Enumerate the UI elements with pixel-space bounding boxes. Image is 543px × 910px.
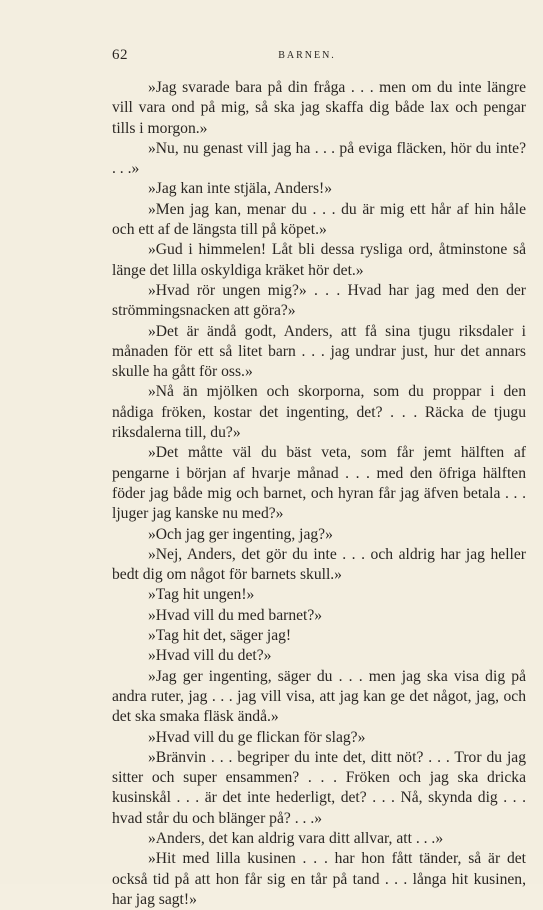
paragraph: »Bränvin . . . begriper du inte det, ditt nöt? . . . Tror du jag sitter och super ensammen? . . . Fröken och jag ska dricka kusinskål . . . är det inte hederligt, det? . . . Nå, skynda dig . . . hvad står du och blänger på? . . .» [112,748,526,827]
paragraph: »Jag kan inte stjäla, Anders!» [148,180,333,198]
page-header [112,47,502,65]
paragraph: »Nu, nu genast vill jag ha . . . på eviga fläcken, hör du inte? . . .» [112,139,526,178]
paragraph: »Men jag kan, menar du . . . du är mig ett hår af hin håle och ett af de längsta till på köpet.» [112,200,526,239]
paragraph: »Tag hit det, säger jag! [148,627,292,645]
paragraph: »Det är ändå godt, Anders, att få sina tjugu riksdaler i månaden för ett så litet barn . . . jag undrar just, hur det annars skulle ha gått för oss.» [112,322,526,381]
paragraph: »Hit med lilla kusinen . . . har hon fått tänder, så är det också tid på att hon får sig en tår på tand . . . långa hit kusinen, har jag sagt!» [112,850,526,908]
page-number: 62 [112,47,128,63]
paragraph: »Hvad rör ungen mig?» . . . Hvad har jag med den der strömmingsnacken att göra?» [112,281,526,320]
paragraph: »Tag hit ungen!» [148,586,255,604]
paragraph: »Gud i himmelen! Låt bli dessa rysliga ord, åtminstone så länge det lilla oskyldiga kräket hör det.» [112,241,526,279]
paragraph: »Och jag ger ingenting, jag?» [148,525,333,543]
body-text [112,78,526,910]
paragraph: »Det måtte väl du bäst veta, som får jemt hälften af pengarne i början af hvarje månad . . . med den öfriga hälften föder jag både mig och barnet, och hyran får jag äfven betala . . . ljuger jag kanske nu med?» [112,444,526,523]
paragraph: »Hvad vill du ge flickan för slag?» [148,728,366,746]
paragraph: »Hvad vill du med barnet?» [148,606,323,624]
paragraph: »Nå än mjölken och skorporna, som du proppar i den nådiga fröken, kostar det ingenting, det? . . . Räcka de tjugu riksdalerna till, du?» [112,383,526,442]
paragraph: »Anders, det kan aldrig vara ditt allvar, att . . .» [148,829,444,847]
paragraph: »Hvad vill du det?» [148,647,272,665]
paragraph: »Jag ger ingenting, säger du . . . men jag ska visa dig på andra ruter, jag . . . jag vill visa, att jag kan ge det något, jag, och det ska smaka fläsk ändå.» [112,667,526,726]
paragraph: »Jag svarade bara på din fråga . . . men om du inte längre vill vara ond på mig, så ska jag skaffa dig både lax och pengar tills i morgon.» [112,79,526,137]
paragraph: »Nej, Anders, det gör du inte . . . och aldrig har jag heller bedt dig om något för barnets skull.» [112,545,526,584]
running-head: BARNEN. [278,50,336,61]
